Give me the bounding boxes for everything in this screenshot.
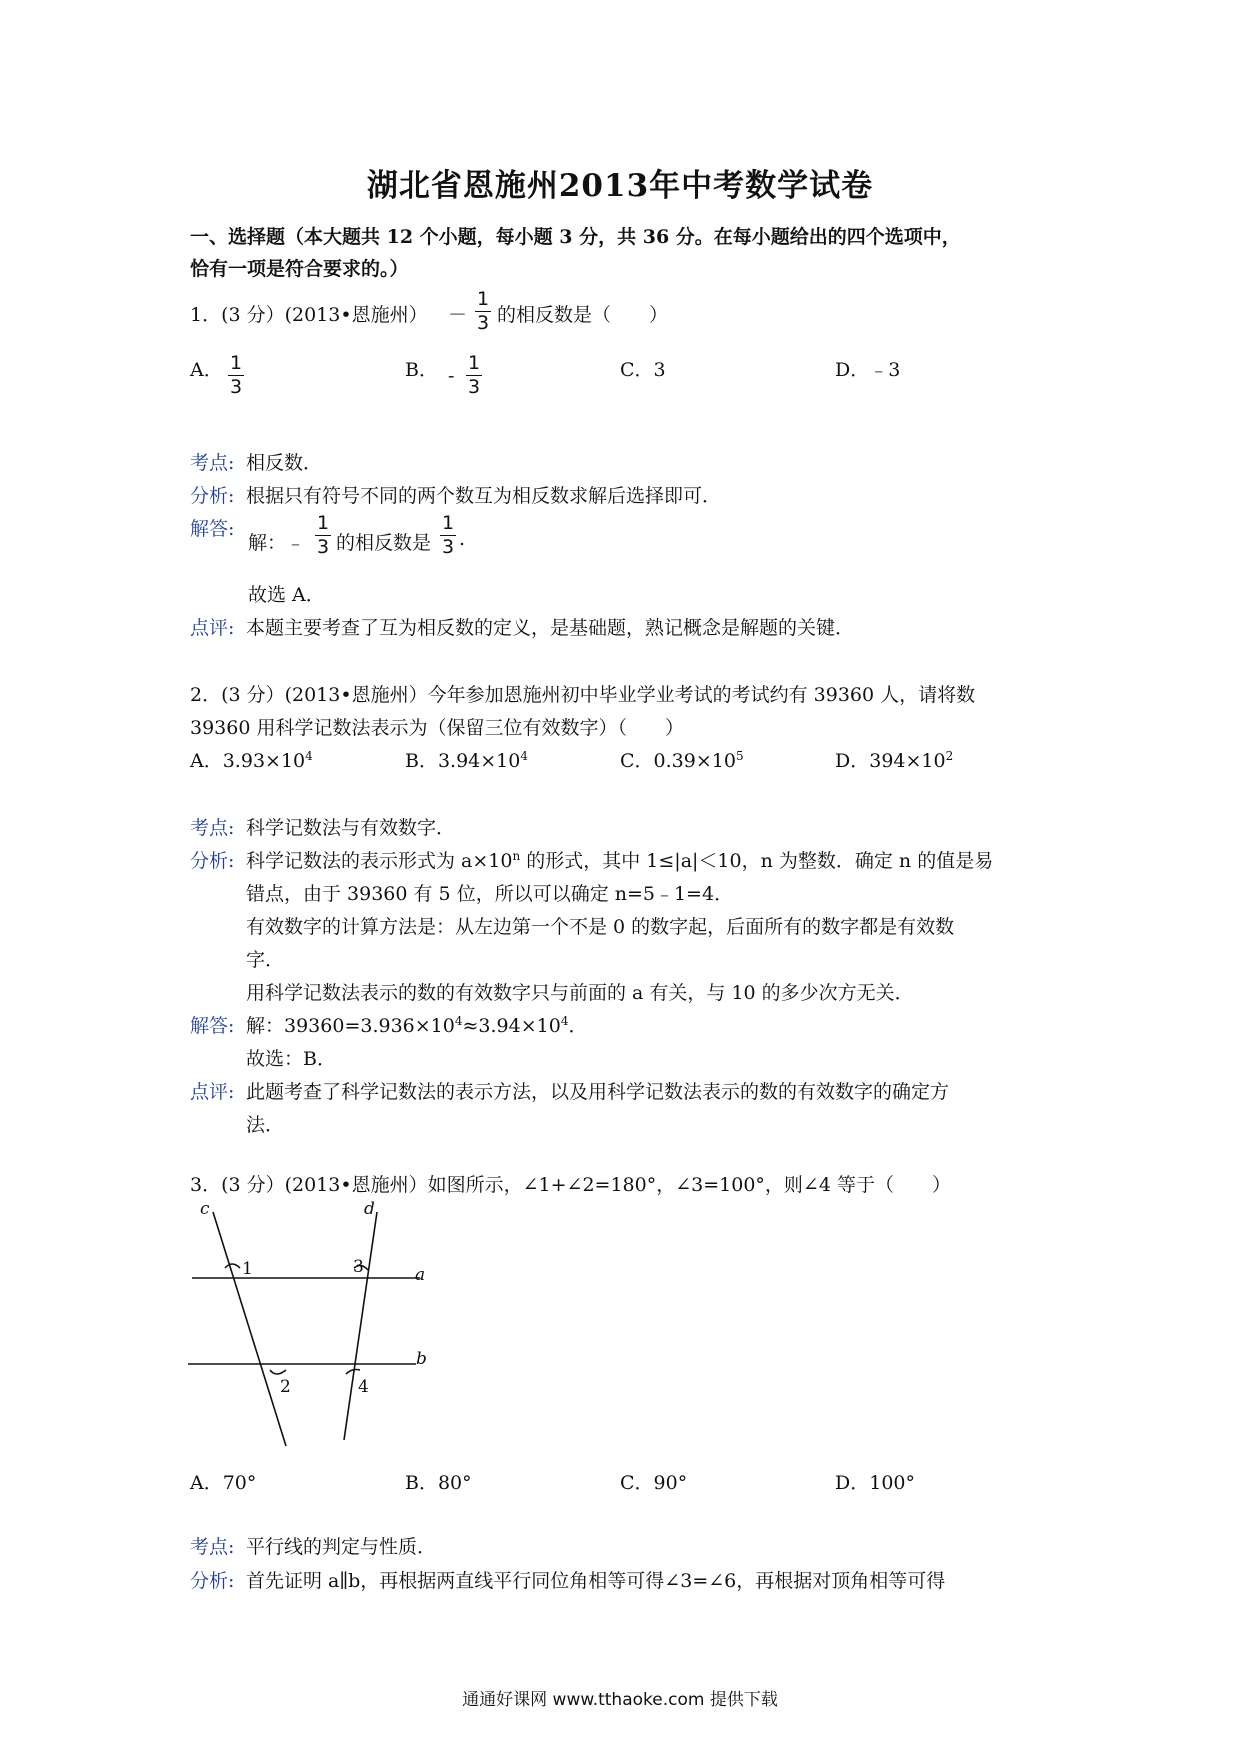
label-c: c [200,1199,210,1219]
q1-kaodian-label: 考点: [190,452,235,474]
q2-dianping-line1: 此题考查了科学记数法的表示方法，以及用科学记数法表示的数的有效数字的确定方 [246,1081,950,1103]
q2-kaodian-label: 考点: [190,817,235,839]
page-footer: 通通好课网 www.tthaoke.com 提供下载 [462,1690,778,1710]
q3-fenxi-text: 首先证明 a∥b，再根据两直线平行同位角相等可得∠3=∠6，再根据对顶角相等可得 [246,1570,946,1592]
q1-option-b-fraction: $\frac{1}{3}$ [468,352,481,398]
angle-1-arc [225,1264,240,1268]
q2-stem-line1: 2．(3 分）(2013•恩施州）今年参加恩施州初中毕业学业考试的考试约有 39360 人，请将数 [190,684,976,706]
q1-jieda-fraction1: $\frac{1}{3}$ [317,512,330,558]
q1-fenxi-text: 根据只有符号不同的两个数互为相反数求解后选择即可． [246,485,722,507]
q1-stem: 1．(3 分）(2013•恩施州） [190,304,428,326]
label-b: b [416,1349,427,1369]
q1-option-b-neg: - [448,365,455,387]
q1-jieda-fraction2: $\frac{1}{3}$ [442,512,455,558]
q3-kaodian-text: 平行线的判定与性质． [246,1536,437,1558]
q1-option-a-fraction: $\frac{1}{3}$ [230,352,243,398]
page-title: 湖北省恩施州2013年中考数学试卷 [366,168,874,204]
q1-stem-suffix: 的相反数是（ ） [497,304,669,326]
q2-fenxi-label: 分析: [190,850,235,872]
q1-neg-sign: － [448,304,468,326]
q2-fenxi-line2: 错点，由于 39360 有 5 位，所以可以确定 n=5﹣1=4． [246,883,734,905]
label-3: 3 [353,1257,364,1277]
q1-dianping-text: 本题主要考查了互为相反数的定义，是基础题，熟记概念是解题的关键． [246,617,855,639]
label-4: 4 [358,1377,369,1397]
q2-stem-line2: 39360 用科学记数法表示为（保留三位有效数字）（ ） [190,717,684,739]
q2-fenxi-line1: 科学记数法的表示形式为 $a\times 10^n$ 的形式，其中 1≤|a|＜10，n 为整数．确定 n 的值是易 [246,849,994,872]
q1-option-b-label: B． [405,359,438,381]
figure-line-d [344,1212,377,1440]
q2-option-b: B．$3.94\times 10^4$ [405,749,529,772]
q1-kaodian-text: 相反数． [246,452,323,474]
q3-stem: 3．(3 分）(2013•恩施州）如图所示，∠1+∠2=180°，∠3=100°，则∠4 等于（ ） [190,1174,951,1196]
q2-fenxi-line3: 有效数字的计算方法是：从左边第一个不是 0 的数字起，后面所有的数字都是有效数 [246,916,955,938]
q1-option-c: C．3 [620,359,666,381]
q1-option-d: D．﹣3 [835,359,901,381]
angle-2-arc [270,1370,286,1374]
q3-option-d: D．100° [835,1472,915,1494]
label-2: 2 [280,1377,291,1397]
q1-dianping-label: 点评: [190,617,235,639]
q2-kaodian-text: 科学记数法与有效数字． [246,817,456,839]
q2-dianping-label: 点评: [190,1081,235,1103]
q3-option-c: C．90° [620,1472,688,1494]
q1-jieda-label: 解答: [190,518,235,540]
q2-jieda-line2: 故选：B． [246,1048,336,1070]
q2-jieda-label: 解答: [190,1015,235,1037]
q1-fraction: $\frac{1}{3}$ [477,288,490,334]
section-heading-line2: 恰有一项是符合要求的。） [190,258,409,280]
q3-option-a: A．70° [190,1472,257,1494]
q3-fenxi-label: 分析: [190,1570,235,1592]
q1-jieda-prefix: 解：﹣ [248,532,306,554]
q1-jieda-mid: 的相反数是 [336,532,432,554]
q2-fenxi-line5: 用科学记数法表示的数的有效数字只与前面的 a 有关，与 10 的多少次方无关． [246,982,914,1004]
q2-option-c: C．$0.39\times 10^5$ [620,749,744,772]
q1-jieda-line2: 故选 A． [248,584,325,606]
q1-option-a-label: A． [190,359,223,381]
q2-fenxi-line4: 字． [246,949,285,971]
q3-figure [180,1198,440,1458]
q2-option-d: D．$394\times 10^2$ [835,749,954,772]
q2-jieda-line1: 解：$39360=3.936\times 10^4\approx 3.94\times 10^4$． [246,1014,588,1037]
label-a: a [415,1265,426,1285]
q2-dianping-line2: 法． [246,1114,285,1136]
section-heading-line1: 一、选择题（本大题共 12 个小题，每小题 3 分，共 36 分。在每小题给出的四个选项中， [190,226,961,248]
q1-fenxi-label: 分析: [190,485,235,507]
label-d: d [364,1199,375,1219]
q3-kaodian-label: 考点: [190,1536,235,1558]
figure-line-c [213,1212,286,1446]
q3-option-b: B．80° [405,1472,472,1494]
label-1: 1 [242,1259,253,1279]
q1-jieda-end: . [459,528,466,550]
q2-option-a: A．$3.93\times 10^4$ [190,749,313,772]
